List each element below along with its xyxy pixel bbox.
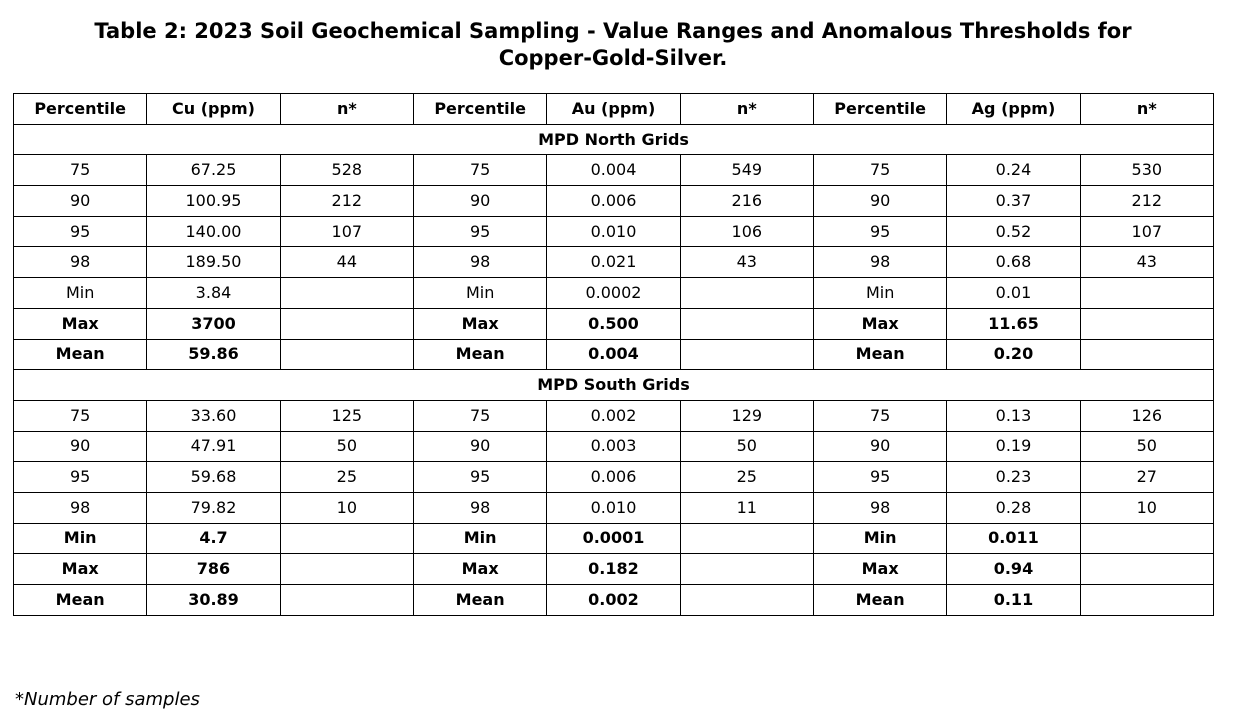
header-cell: Ag (ppm)	[947, 94, 1080, 125]
table-row	[14, 216, 1214, 247]
table-cell: 549	[680, 155, 813, 186]
table-title	[0, 18, 1226, 72]
table-cell: 216	[680, 186, 813, 217]
table-cell: 47.91	[147, 431, 280, 462]
table-cell: 59.68	[147, 462, 280, 493]
table-row	[14, 278, 1214, 309]
table-cell: 0.11	[947, 585, 1080, 616]
table-cell: 98	[413, 247, 546, 278]
table-cell: 0.37	[947, 186, 1080, 217]
table-row	[14, 339, 1214, 370]
table-cell: 528	[280, 155, 413, 186]
table-cell: 75	[14, 400, 147, 431]
table-cell: 50	[280, 431, 413, 462]
section-header-row	[14, 124, 1214, 155]
table-cell: 90	[14, 186, 147, 217]
table-cell: 11.65	[947, 308, 1080, 339]
table-cell	[280, 523, 413, 554]
table-cell: 43	[1080, 247, 1213, 278]
footnote: *Number of samples	[15, 689, 200, 710]
table-cell: 189.50	[147, 247, 280, 278]
table-row	[14, 308, 1214, 339]
header-cell: Au (ppm)	[547, 94, 680, 125]
section-title: MPD South Grids	[14, 370, 1214, 401]
table-row	[14, 400, 1214, 431]
table-row	[14, 492, 1214, 523]
table-cell: 0.006	[547, 186, 680, 217]
table-cell	[280, 278, 413, 309]
table-cell: Max	[14, 554, 147, 585]
table-cell: 98	[14, 247, 147, 278]
table-cell: 0.01	[947, 278, 1080, 309]
table-cell: 25	[280, 462, 413, 493]
table-cell: 67.25	[147, 155, 280, 186]
table-cell: Max	[413, 554, 546, 585]
table-cell: 125	[280, 400, 413, 431]
table-cell: 59.86	[147, 339, 280, 370]
table-cell: 0.24	[947, 155, 1080, 186]
table-cell: 0.0002	[547, 278, 680, 309]
table-cell: 0.002	[547, 400, 680, 431]
table-cell	[680, 278, 813, 309]
table-cell: 107	[280, 216, 413, 247]
table-cell: 44	[280, 247, 413, 278]
table-cell	[1080, 308, 1213, 339]
table-cell: 90	[14, 431, 147, 462]
table-cell: Mean	[14, 585, 147, 616]
table-cell: Min	[14, 523, 147, 554]
table-cell: 129	[680, 400, 813, 431]
table-cell: 0.19	[947, 431, 1080, 462]
header-cell: n*	[680, 94, 813, 125]
table-cell: 50	[680, 431, 813, 462]
table-cell	[680, 308, 813, 339]
table-cell: 0.006	[547, 462, 680, 493]
table-cell: 90	[813, 431, 946, 462]
header-cell: Cu (ppm)	[147, 94, 280, 125]
table-cell: 95	[413, 462, 546, 493]
table-cell: 0.28	[947, 492, 1080, 523]
table-row	[14, 523, 1214, 554]
table-cell: 0.003	[547, 431, 680, 462]
table-cell: 140.00	[147, 216, 280, 247]
table-title-line-2: Copper-Gold-Silver.	[498, 46, 728, 70]
table-cell	[680, 554, 813, 585]
table-cell: 90	[813, 186, 946, 217]
table-cell: 0.010	[547, 216, 680, 247]
table-cell: 98	[14, 492, 147, 523]
table-cell: 75	[413, 400, 546, 431]
section-header-row	[14, 370, 1214, 401]
table-cell: Min	[413, 523, 546, 554]
table-cell: 212	[280, 186, 413, 217]
section-title: MPD North Grids	[14, 124, 1214, 155]
table-cell: 98	[813, 492, 946, 523]
table-cell: Max	[813, 308, 946, 339]
table-cell: 25	[680, 462, 813, 493]
table-cell: Mean	[813, 339, 946, 370]
table-cell	[1080, 523, 1213, 554]
table-cell	[1080, 554, 1213, 585]
header-cell: n*	[1080, 94, 1213, 125]
table-cell: Max	[14, 308, 147, 339]
table-row	[14, 431, 1214, 462]
table-cell	[1080, 278, 1213, 309]
table-title-line-1: Table 2: 2023 Soil Geochemical Sampling - Value Ranges and Anomalous Thresholds for	[94, 19, 1132, 43]
table-cell: Min	[14, 278, 147, 309]
table-cell: Mean	[413, 339, 546, 370]
table-body	[14, 124, 1214, 615]
table-cell: 43	[680, 247, 813, 278]
table-row	[14, 247, 1214, 278]
table-cell: 95	[413, 216, 546, 247]
table-row	[14, 186, 1214, 217]
table-cell: 0.68	[947, 247, 1080, 278]
table-row	[14, 462, 1214, 493]
table-cell: 90	[413, 186, 546, 217]
table-cell: 100.95	[147, 186, 280, 217]
table-cell: 0.182	[547, 554, 680, 585]
table-cell: 212	[1080, 186, 1213, 217]
table-cell: 11	[680, 492, 813, 523]
table-cell: 33.60	[147, 400, 280, 431]
table-cell: 27	[1080, 462, 1213, 493]
header-cell: Percentile	[413, 94, 546, 125]
table-cell: Mean	[413, 585, 546, 616]
table-cell: 0.500	[547, 308, 680, 339]
table-row	[14, 585, 1214, 616]
table-cell: 107	[1080, 216, 1213, 247]
table-cell: 0.52	[947, 216, 1080, 247]
table-row	[14, 554, 1214, 585]
table-cell: 4.7	[147, 523, 280, 554]
table-cell	[280, 339, 413, 370]
table-cell	[1080, 339, 1213, 370]
table-cell: 0.004	[547, 339, 680, 370]
table-row	[14, 155, 1214, 186]
table-cell: 0.0001	[547, 523, 680, 554]
table-cell	[280, 554, 413, 585]
table-cell: 75	[413, 155, 546, 186]
table-cell: 0.20	[947, 339, 1080, 370]
table-cell: 75	[813, 155, 946, 186]
table-cell: Max	[813, 554, 946, 585]
table-cell: 95	[813, 462, 946, 493]
table-cell	[1080, 585, 1213, 616]
table-cell: 0.23	[947, 462, 1080, 493]
table-cell: 75	[813, 400, 946, 431]
header-cell: Percentile	[813, 94, 946, 125]
table-cell: Mean	[14, 339, 147, 370]
table-cell	[680, 523, 813, 554]
table-cell: 0.002	[547, 585, 680, 616]
table-cell: 95	[14, 216, 147, 247]
table-cell: 90	[413, 431, 546, 462]
table-cell: 10	[1080, 492, 1213, 523]
table-cell: 3700	[147, 308, 280, 339]
table-cell: 50	[1080, 431, 1213, 462]
table-cell: 75	[14, 155, 147, 186]
table-cell: Min	[813, 278, 946, 309]
table-cell: Mean	[813, 585, 946, 616]
table-cell: Min	[813, 523, 946, 554]
table-cell	[680, 585, 813, 616]
table-cell	[280, 308, 413, 339]
table-cell: 530	[1080, 155, 1213, 186]
header-cell: n*	[280, 94, 413, 125]
table-cell: 95	[813, 216, 946, 247]
table-cell: 98	[813, 247, 946, 278]
table-cell	[280, 585, 413, 616]
table-cell: 0.13	[947, 400, 1080, 431]
table-cell: 3.84	[147, 278, 280, 309]
table-cell: 0.004	[547, 155, 680, 186]
header-row	[14, 94, 1214, 125]
table-cell: Max	[413, 308, 546, 339]
table-cell: 95	[14, 462, 147, 493]
table-cell: 106	[680, 216, 813, 247]
table-cell: Min	[413, 278, 546, 309]
table-cell: 98	[413, 492, 546, 523]
table-cell: 0.010	[547, 492, 680, 523]
table-cell: 786	[147, 554, 280, 585]
table-cell: 0.011	[947, 523, 1080, 554]
table-cell: 79.82	[147, 492, 280, 523]
header-cell: Percentile	[14, 94, 147, 125]
table-cell: 0.94	[947, 554, 1080, 585]
table-cell: 10	[280, 492, 413, 523]
table-cell	[680, 339, 813, 370]
table-cell: 0.021	[547, 247, 680, 278]
geochemical-table	[13, 93, 1214, 616]
table-cell: 126	[1080, 400, 1213, 431]
table-cell: 30.89	[147, 585, 280, 616]
